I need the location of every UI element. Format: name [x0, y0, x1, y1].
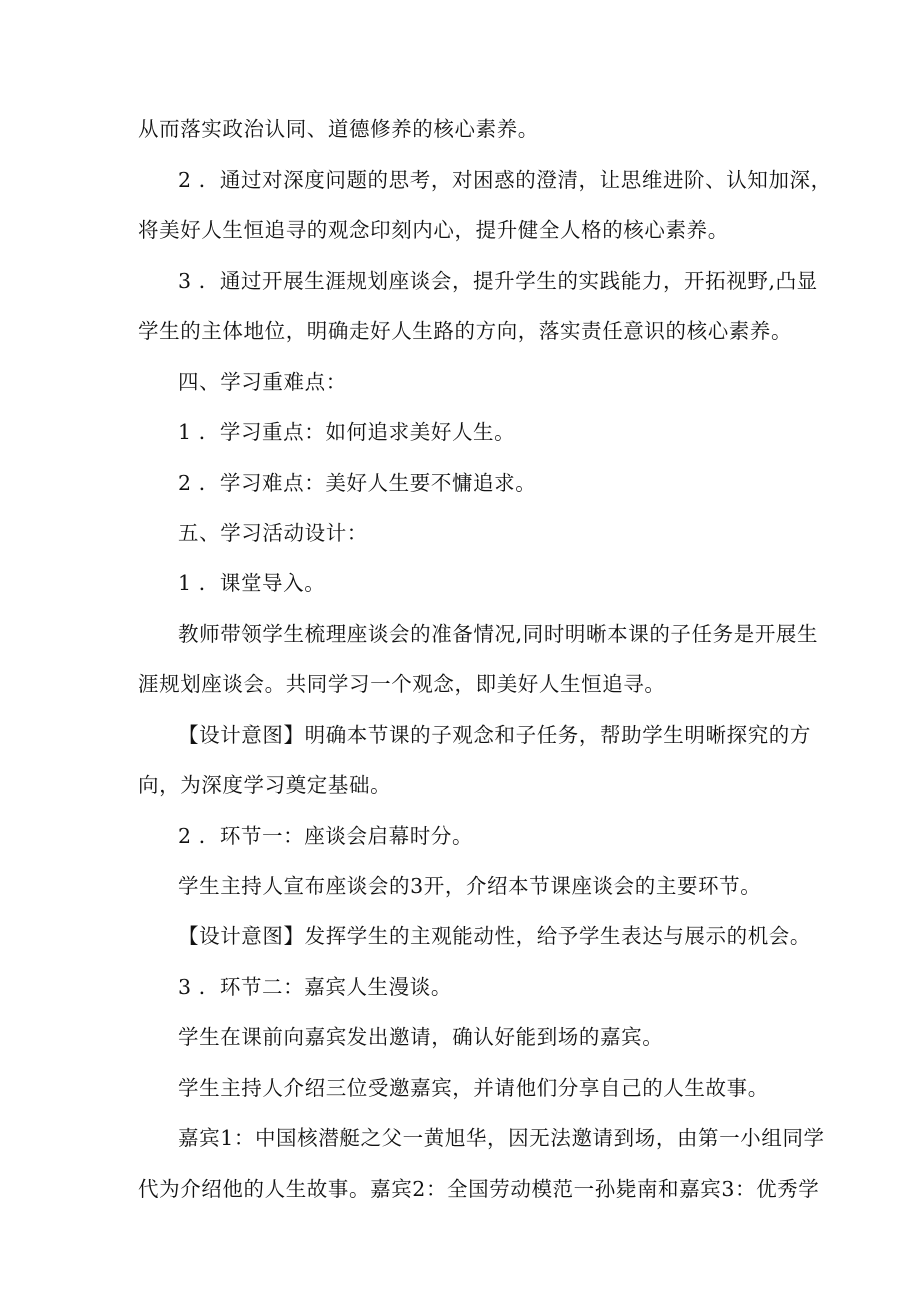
text-line: 2 ．环节一：座谈会启幕时分。 [178, 824, 474, 848]
text-line: 代为介绍他的人生故事。嘉宾2：全国劳动模范一孙毙南和嘉宾3：优秀学 [138, 1177, 820, 1201]
text-line: 1 ．课堂导入。 [178, 571, 326, 595]
section-heading: 四、学习重难点： [178, 370, 347, 394]
text-line: 涯规划座谈会。共同学习一个观念，即美好人生恒追寻。 [138, 672, 666, 696]
text-line: 学生的主体地位，明确走好人生路的方向，落实责任意识的核心素养。 [138, 319, 793, 343]
text-line: 2 ．学习难点：美好人生要不慵追求。 [178, 471, 537, 495]
text-line: 向，为深度学习奠定基础。 [138, 773, 392, 797]
text-line: 学生在课前向嘉宾发出邀请，确认好能到场的嘉宾。 [178, 1025, 664, 1049]
text-line: 嘉宾1：中国核潜艇之父一黄旭华，因无法邀请到场，由第一小组同学 [178, 1126, 825, 1150]
text-line: 将美好人生恒追寻的观念印刻内心，提升健全人格的核心素养。 [138, 218, 729, 242]
text-line: 学生主持人宣布座谈会的3开，介绍本节课座谈会的主要环节。 [178, 874, 762, 898]
text-line: 2 ．通过对深度问题的思考，对困惑的澄清，让思维进阶、认知加深， [178, 168, 832, 192]
text-line: 【设计意图】明确本节课的子观念和子任务，帮助学生明晰探究的方 [178, 723, 811, 747]
text-line: 3 ．环节二：嘉宾人生漫谈。 [178, 975, 452, 999]
text-line: 3 ．通过开展生涯规划座谈会，提升学生的实践能力，开拓视野,凸显 [178, 269, 818, 293]
section-heading: 五、学习活动设计： [178, 521, 368, 545]
text-line: 【设计意图】发挥学生的主观能动性，给予学生表达与展示的机会。 [178, 924, 811, 948]
text-line: 1 ．学习重点：如何追求美好人生。 [178, 420, 516, 444]
text-line: 学生主持人介绍三位受邀嘉宾，并请他们分享自己的人生故事。 [178, 1076, 769, 1100]
text-line: 教师带领学生梳理座谈会的准备情况,同时明晰本课的子任务是开展生 [178, 622, 819, 646]
text-line: 从而落实政治认同、道德修养的核心素养。 [138, 117, 539, 141]
